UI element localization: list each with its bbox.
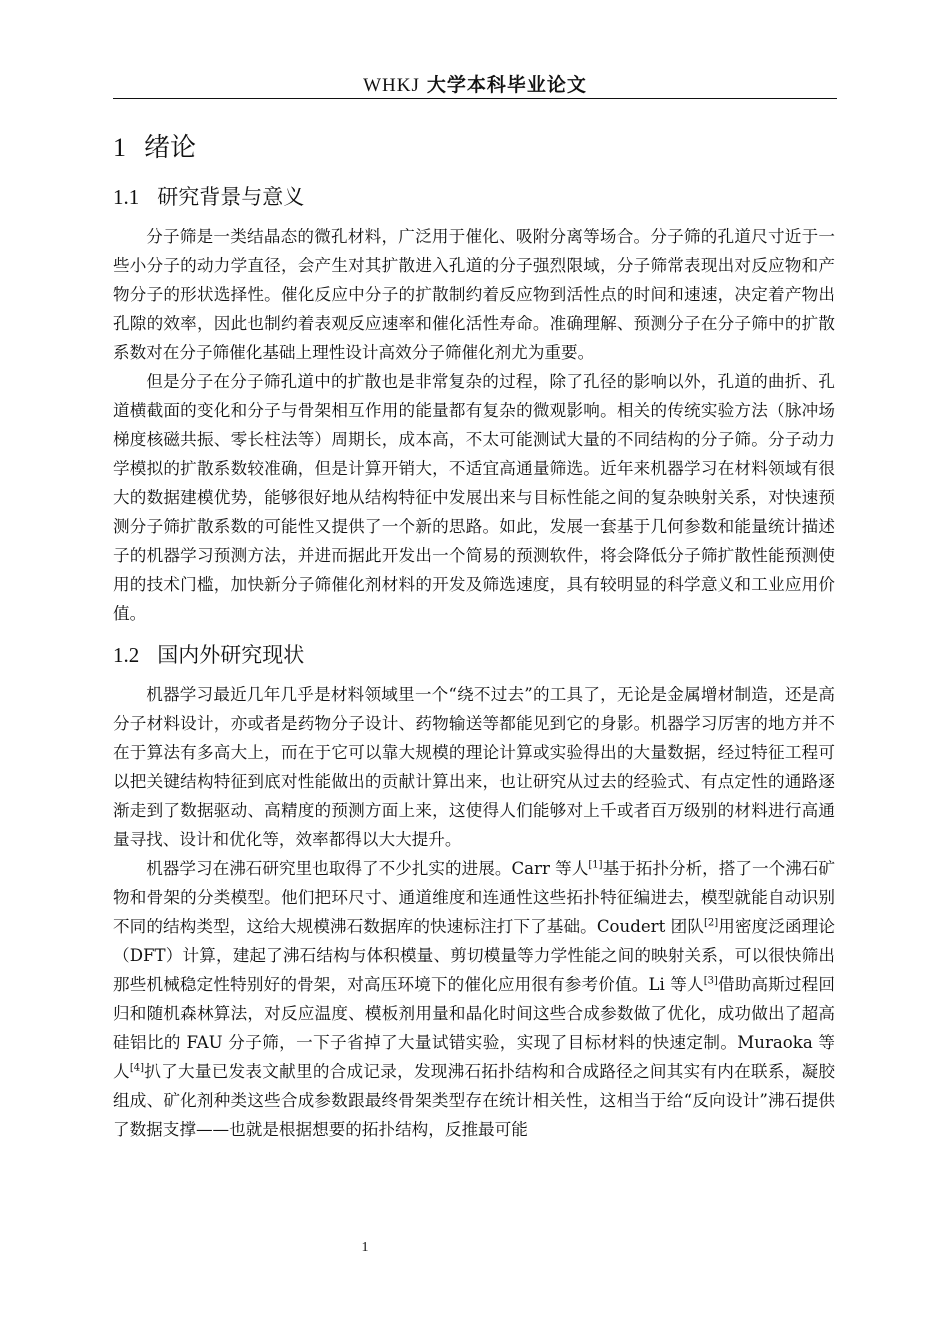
section-title-text: 研究背景与意义 [157,185,305,209]
paragraph: 机器学习最近几年几乎是材料领域里一个“绕不过去”的工具了，无论是金属增材制造，还是高分子材料设计，亦或者是药物分子设计、药物输送等都能见到它的身影。机器学习厉害的地方并不在于算法有多高大上，而在于它可以靠大规模的理论计算或实验得出的大量数据，经过特征工程可以把关键结构特征到底对性能做出的贡献计算出来，也让研究从过去的经验式、有点定性的通路逐渐走到了数据驱动、高精度的预测方面上来，这使得人们能够对上千或者百万级别的材料进行高通量寻找、设计和优化等，效率都得以大大提升。 [113,685,835,849]
section-title-text: 国内外研究现状 [157,643,305,667]
paragraph-with-citations [113,854,835,1144]
chapter-title [113,128,835,168]
header-rule [113,98,837,99]
section-number: 1.2 [113,643,140,667]
paragraph-text: 机器学习在沸石研究里也取得了不少扎实的进展。Carr 等人 [146,859,589,878]
citation-link[interactable]: [2] [704,917,719,929]
header-cjk-text: 大学本科毕业论文 [426,74,587,96]
page-number: 1 [361,1240,369,1255]
paragraph-text: 扒了大量已发表文献里的合成记录，发现沸石拓扑结构和合成路径之间其实有内在联系，凝胶组成、矿化剂种类这些合成参数跟最终骨架类型存在统计相关性，这相当于给“反向设计”沸石提供了数据支撑——也就是根据想要的拓扑结构，反推最可能 [113,1062,836,1139]
paragraph: 分子筛是一类结晶态的微孔材料，广泛用于催化、吸附分离等场合。分子筛的孔道尺寸近于一些小分子的动力学直径，会产生对其扩散进入孔道的分子强烈限域，分子筛常表现出对反应物和产物分子的形状选择性。催化反应中分子的扩散制约着反应物到活性点的时间和速速，决定着产物出孔隙的效率，因此也制约着表观反应速率和催化活性寿命。准确理解、预测分子在分子筛中的扩散系数对在分子筛催化基础上理性设计高效分子筛催化剂尤为重要。 [113,227,835,362]
citation-link[interactable]: [1] [588,859,603,871]
page-body [113,120,835,1144]
running-header [113,70,837,97]
chapter-number: 1 [113,133,126,162]
paragraph-text: 基于拓扑分析，搭了一个沸石矿物和骨架的分类模型。他们把环尺寸、通道维度和连通性这些拓扑特征编进去，模型就能自动识别不同的结构类型，这给大规模沸石数据库的快速标注打下了基础。Coudert 团队 [113,859,835,936]
chapter-title-text: 绪论 [144,133,197,163]
citation-link[interactable]: [3] [703,975,718,987]
paragraph: 但是分子在分子筛孔道中的扩散也是非常复杂的过程，除了孔径的影响以外，孔道的曲折、孔道横截面的变化和分子与骨架相互作用的能量都有复杂的微观影响。相关的传统实验方法（脉冲场梯度核磁共振、零长柱法等）周期长，成本高，不太可能测试大量的不同结构的分子筛。分子动力学模拟的扩散系数较准确，但是计算开销大，不适宜高通量筛选。近年来机器学习在材料领域有很大的数据建模优势，能够很好地从结构特征中发展出来与目标性能之间的复杂映射关系，对快速预测分子筛扩散系数的可能性又提供了一个新的思路。如此，发展一套基于几何参数和能量统计描述子的机器学习预测方法，并进而据此开发出一个简易的预测软件，将会降低分子筛扩散性能预测使用的技术门槛，加快新分子筛催化剂材料的开发及筛选速度，具有较明显的科学意义和工业应用价值。 [113,372,835,623]
section-number: 1.1 [113,185,140,209]
paragraph-text: 借助高斯过程回归和随机森林算法，对反应温度、模板剂用量和晶化时间这些合成参数做了优化，成功做出了超高硅铝比的 FAU 分子筛，一下子省掉了大量试错实验，实现了目标材料的快速定制。Muraoka 等人 [113,975,835,1081]
header-latin-text: WHKJ [363,75,420,96]
citation-link[interactable]: [4] [129,1062,145,1074]
section-heading-1-1 [113,182,835,212]
section-heading-1-2 [113,640,835,670]
paragraph-text: 用密度泛函理论（DFT）计算，建起了沸石结构与体积模量、剪切模量等力学性能之间的映射关系，可以很快筛出那些机械稳定性特别好的骨架，对高压环境下的催化应用很有参考价值。Li 等人 [113,917,835,994]
